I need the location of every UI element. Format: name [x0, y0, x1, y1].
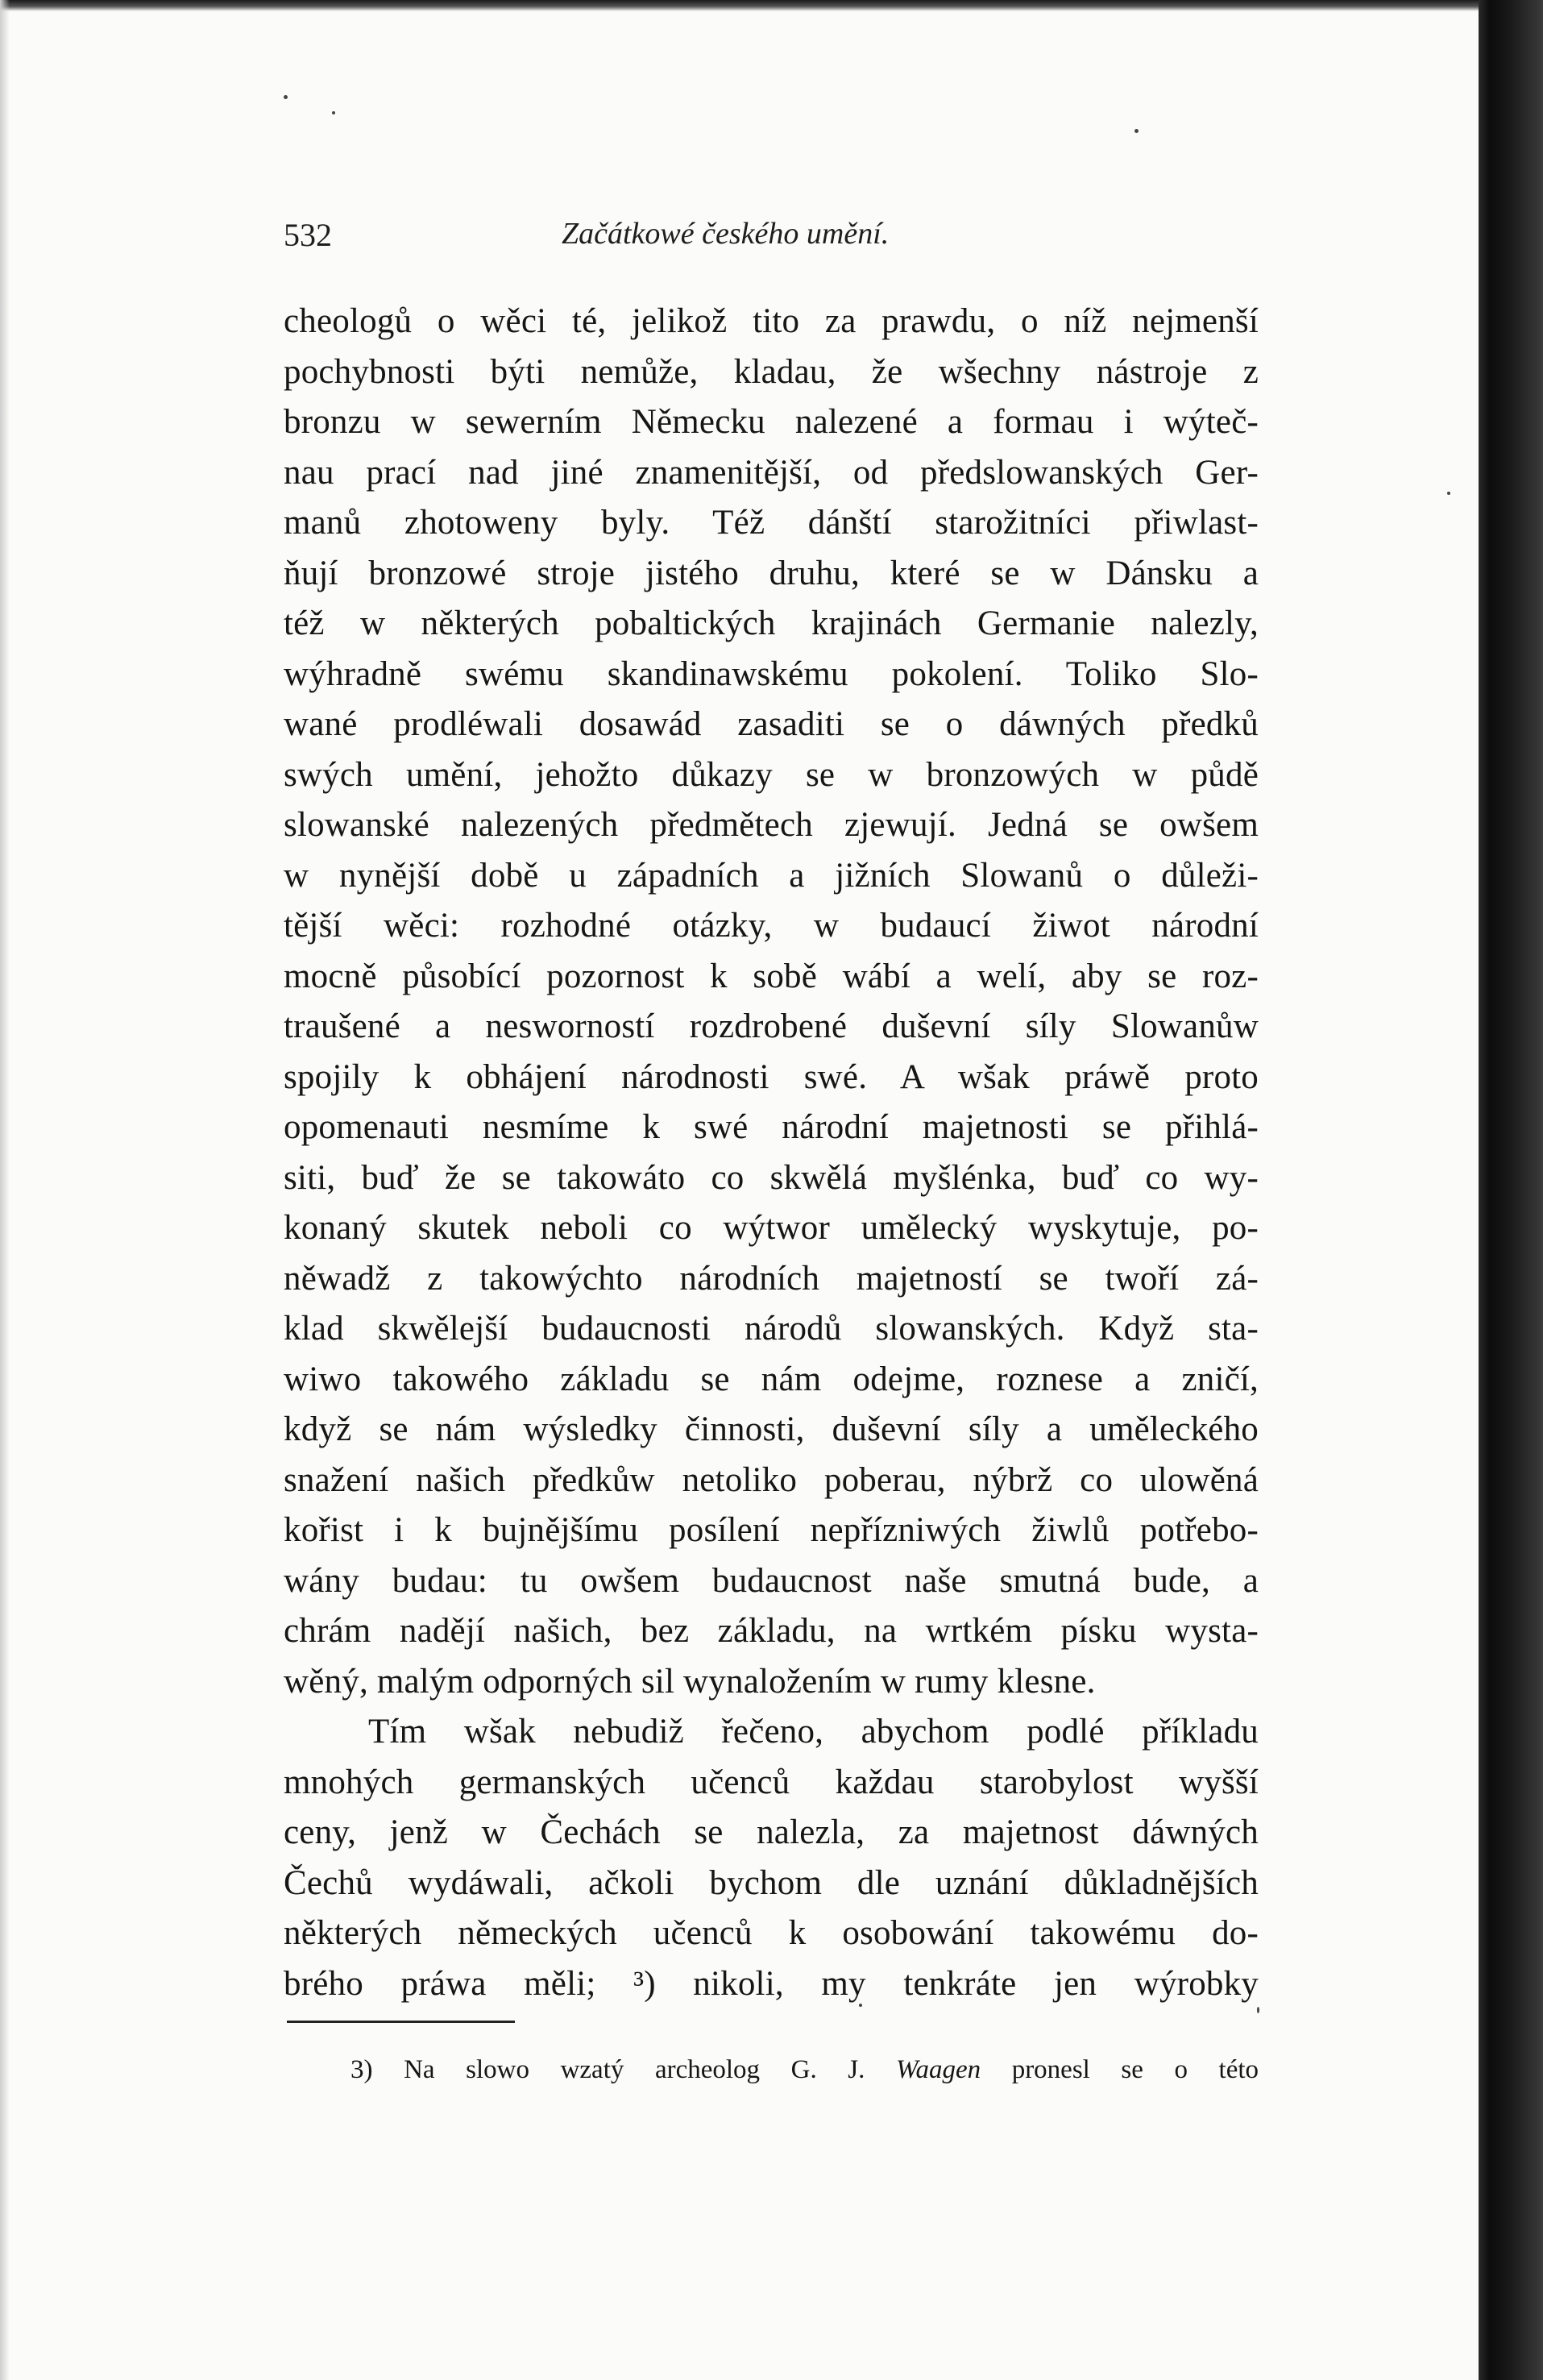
text-line: kořist i k bujnějšímu posílení nepřízniwých žiwlů potřebo-	[284, 1511, 1259, 1549]
footnote-name: Waagen	[895, 2055, 981, 2084]
speck	[332, 111, 335, 114]
footnote-marker: 3)	[350, 2055, 373, 2084]
footnote-text-before: Na slowo wzatý archeolog G. J.	[404, 2055, 865, 2084]
text-line: některých německých učenců k osobowání takowému do-	[284, 1914, 1259, 1952]
footnote-separator	[287, 2021, 515, 2023]
text-line: spojily k obhájení národnosti swé. A wšak práwě proto	[284, 1057, 1259, 1096]
text-line: w nynější době u západních a jižních Slowanů o důleži-	[284, 856, 1259, 895]
footnote	[350, 2046, 1259, 2094]
scan-left-edge	[0, 0, 10, 2380]
text-line: siti, buď že se takowáto co skwělá myšlénka, buď co wy-	[284, 1158, 1259, 1197]
text-line: wýhradně swému skandinawskému pokolení. Toliko Slo-	[284, 654, 1259, 693]
text-line: snažení našich předkůw netoliko poberau, nýbrž co ulowěná	[284, 1460, 1259, 1499]
text-line: ňují bronzowé stroje jistého druhu, které se w Dánsku a	[284, 554, 1259, 592]
text-line: chrám nadějí našich, bez základu, na wrtkém písku wysta-	[284, 1612, 1259, 1650]
text-line: Čechů wydáwali, ačkoli bychom dle uznání důkladnějších	[284, 1863, 1259, 1902]
speck	[284, 95, 288, 99]
speck	[859, 2004, 862, 2007]
text-line: slowanské nalezených předmětech zjewují. Jedná se owšem	[284, 806, 1259, 844]
text-line: pochybnosti býti nemůže, kladau, že wšechny nástroje z	[284, 352, 1259, 391]
text-line: traušené a nesworností rozdrobené duševní síly Slowanůw	[284, 1007, 1259, 1045]
footnote-text-after: pronesl se o této	[1011, 2055, 1259, 2084]
text-line: též w některých pobaltických krajinách Germanie nalezly,	[284, 604, 1259, 642]
text-line: swých umění, jehožto důkazy se w bronzowých w půdě	[284, 755, 1259, 794]
text-line: tější wěci: rozhodné otázky, w budaucí žiwot národní	[284, 907, 1259, 945]
text-line: manů zhotoweny byly. Též dánští starožitníci přiwlast-	[284, 504, 1259, 542]
text-line: opomenauti nesmíme k swé národní majetnosti se přihlá-	[284, 1108, 1259, 1146]
page-header	[284, 216, 1259, 264]
text-line: něwadž z takowýchto národních majetností se twoří zá-	[284, 1259, 1259, 1298]
speck	[1257, 2007, 1259, 2013]
text-line: brého práwa měli; ³) nikoli, my tenkráte jen wýrobky	[284, 1964, 1259, 2003]
text-line: mnohých germanských učenců každau starobylost wyšší	[284, 1763, 1259, 1801]
running-title: Začátkowé českého umění.	[562, 217, 890, 251]
text-line: když se nám wýsledky činnosti, duševní síly a uměleckého	[284, 1410, 1259, 1448]
text-line: konaný skutek neboli co wýtwor umělecký wyskytuje, po-	[284, 1209, 1259, 1247]
text-line: wány budau: tu owšem budaucnost naše smutná bude, a	[284, 1561, 1259, 1600]
text-line: nau prací nad jiné znamenitější, od předslowanských Ger-	[284, 453, 1259, 492]
scan-top-edge	[0, 0, 1479, 11]
text-line: bronzu w sewerním Německu nalezené a formau i wýteč-	[284, 403, 1259, 441]
speck	[1447, 492, 1450, 495]
body-text	[284, 297, 1259, 2009]
page-number: 532	[284, 217, 332, 253]
speck	[1134, 129, 1139, 133]
text-line: Tím wšak nebudiž řečeno, abychom podlé příkladu	[368, 1713, 1259, 1751]
text-line: mocně působící pozornost k sobě wábí a welí, aby se roz-	[284, 957, 1259, 995]
text-line: klad skwělejší budaucnosti národů slowanských. Když sta-	[284, 1310, 1259, 1348]
text-line: ceny, jenž w Čechách se nalezla, za majetnost dáwných	[284, 1813, 1259, 1851]
text-line: wiwo takowého základu se nám odejme, roznese a zničí,	[284, 1360, 1259, 1398]
text-line: wěný, malým odporných sil wynaložením w rumy klesne.	[284, 1662, 1096, 1701]
text-line: cheologů o wěci té, jelikož tito za prawdu, o níž nejmenší	[284, 302, 1259, 340]
text-line: wané prodléwali dosawád zasaditi se o dáwných předků	[284, 705, 1259, 743]
scan-right-edge	[1479, 0, 1543, 2380]
